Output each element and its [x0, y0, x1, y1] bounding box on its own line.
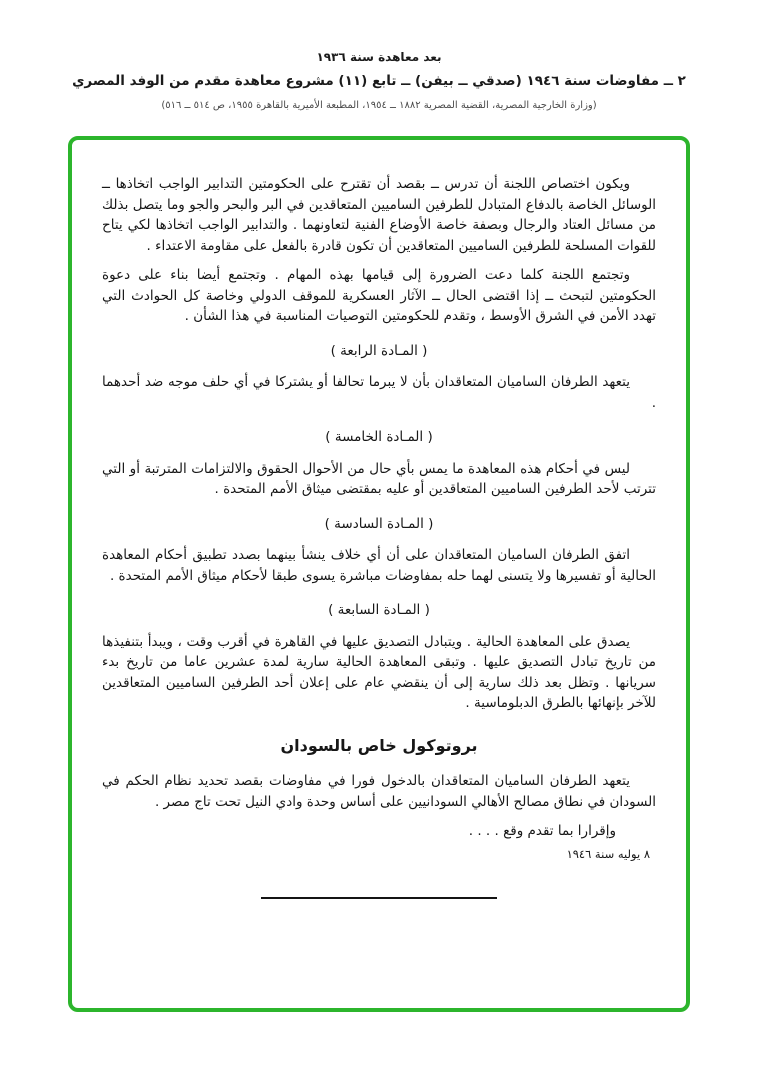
article-6-heading: ( المـادة السادسة )	[324, 515, 434, 532]
article-5-heading: ( المـادة الخامسة )	[325, 429, 433, 446]
protocol-text: يتعهد الطرفان الساميان المتعاقدان بالدخول فورا في مفاوضات بقصد تحديد نظام الحكم في السودان في نطاق مصالح الأهالي السودانيين على أساس وحدة وادي النيل تحت تاج مصر .	[102, 773, 656, 810]
protocol-heading: بروتوكول خاص بالسودان	[280, 735, 478, 755]
article-6-text: اتفق الطرفان الساميان المتعاقدان على أن أي خلاف ينشأ بينهما بصدد تطبيق أحكام المعاهدة الحالية أو تفسيرها ولا يتسنى لهما حله بمفاوضات مباشرة يسوى طبقا لأحكام ميثاق الأمم المتحدة .	[102, 547, 656, 584]
paragraph-committee-meetings: وتجتمع اللجنة كلما دعت الضرورة إلى قيامها بهذه المهام . وتجتمع أيضا بناء على دعوة الحكومتين لتبحث ــ إذا اقتضى الحال ــ الآثار العسكرية للموقف الدولي وخاصة كل الحوادث التي تهدد الأمن في الشرق الأوسط ، وتقدم للحكومتين التوصيات المناسبة في هذا الشأن .	[102, 267, 656, 325]
article-5-text: ليس في أحكام هذه المعاهدة ما يمس بأي حال من الأحوال الحقوق والالتزامات المترتبة أو التي تترتب لأحد الطرفين الساميين المتعاقدين أو عليه بمقتضى ميثاق الأمم المتحدة .	[102, 460, 656, 498]
paragraph-committee-duties: ويكون اختصاص اللجنة أن تدرس ــ بقصد أن تقترح على الحكومتين التدابير الواجب اتخاذها ــ الوسائل الخاصة بالدفاع المتبادل للطرفين الساميين المتعاقدين في البر والبحر والجو وما يتصل بذلك من مسائل العتاد والرجال وبصفة خاصة الأوضاع الفنية لتعاونهما . والتدابير الواجب اتخاذها لكي يتاح للقوات المسلحة للطرفين الساميين المتعاقدين أن تكون قادرة بالفعل على مقاومة الاعتداء .	[102, 176, 656, 254]
header-title: ٢ ــ مفاوضات سنة ١٩٤٦ (صدقي ــ بيفن) ــ تابع (١١) مشروع معاهدة مقدم من الوفد المصري	[72, 73, 686, 89]
article-7-heading: ( المـادة السابعة )	[328, 602, 430, 619]
document-body	[72, 140, 686, 1008]
article-7-text: يصدق على المعاهدة الحالية . ويتبادل التصديق عليها في القاهرة في أقرب وقت ، ويبدأ بتنفيذها من تاريخ تبادل التصديق عليها . وتبقى المعاهدة الحالية سارية لمدة عشرين عاما من تاريخ بدء سريانها . وتظل بعد ذلك سارية إلى أن ينقضي عام على إعلان أحد الطرفين الساميين المتعاقدين للآخر بإنهائها بالطرق الدبلوماسية .	[102, 633, 656, 712]
document-header	[0, 0, 758, 111]
header-source-citation: (وزارة الخارجية المصرية، القضية المصرية ١٨٨٢ ــ ١٩٥٤، المطبعة الأميرية بالقاهرة ١٩٥٥، ص ٥١٤ ــ ٥١٦)	[161, 100, 597, 111]
article-4-heading: ( المـادة الرابعة )	[330, 342, 428, 359]
green-border-frame	[68, 136, 690, 1012]
separator-line	[261, 897, 497, 899]
document-date: ٨ يوليه سنة ١٩٤٦	[566, 846, 650, 861]
closing-line: وإقرارا بما تقدم وقع . . . .	[468, 823, 616, 840]
header-kicker: بعد معاهدة سنة ١٩٣٦	[316, 50, 442, 64]
article-4-text: يتعهد الطرفان الساميان المتعاقدان بأن لا يبرما تحالفا أو يشتركا في أي حلف موجه ضد أحدهما .	[102, 374, 656, 411]
